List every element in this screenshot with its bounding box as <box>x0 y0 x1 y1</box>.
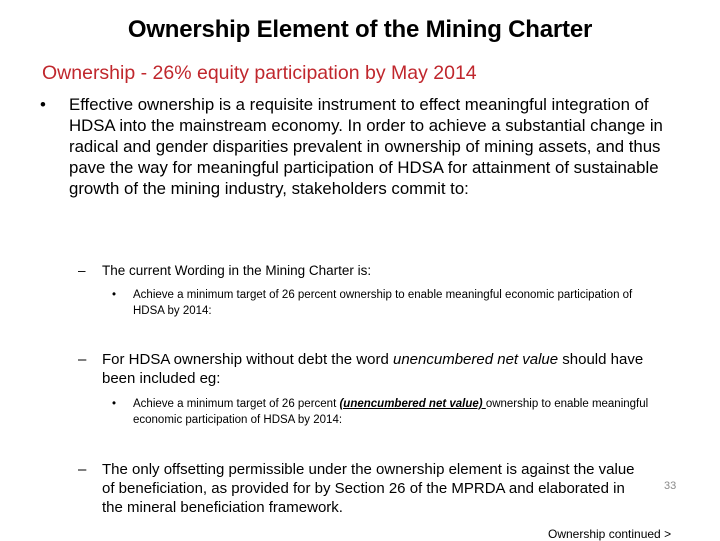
bullet-dot-icon: • <box>112 398 117 410</box>
sub-bullet-text-part2: should have been included eg: <box>102 351 644 387</box>
bullet-dot-icon: • <box>40 95 46 114</box>
dash-icon: – <box>78 461 87 478</box>
sub-sub-bullet-current <box>112 287 652 319</box>
sub-bullet-text: The current Wording in the Mining Charter is: <box>102 263 372 278</box>
sub-bullet-hdsa-ownership <box>78 350 668 388</box>
main-bullet <box>40 94 680 199</box>
sub-bullet-text-emphasis: unencumbered net value <box>392 351 559 368</box>
slide-subtitle: Ownership - 26% equity participation by May 2014 <box>42 62 477 84</box>
sub-bullet-text-part1: For HDSA ownership without debt the word <box>102 351 393 368</box>
sub-bullet-current-wording <box>78 262 668 280</box>
main-bullet-text: Effective ownership is a requisite instrument to effect meaningful integration of HDSA into the mainstream economy. In order to achieve a substantial change in radical and gender disparities prevalent in ownership of mining assets, and thus pave the way for meaningful participation of HDSA for attainment of sustainable growth of the mining industry, stakeholders commit to: <box>69 95 663 198</box>
slide-title: Ownership Element of the Mining Charter <box>127 16 593 43</box>
bullet-dot-icon: • <box>112 289 117 301</box>
sub-bullet-text: The only offsetting permissible under the ownership element is against the value of beneficiation, as provided for by Section 26 of the MPRDA and elaborated in the mineral beneficiation framework. <box>102 461 635 516</box>
dash-icon: – <box>78 351 87 368</box>
dash-icon: – <box>78 263 86 278</box>
sub-sub-text-underlined: (unencumbered net value) <box>339 398 486 410</box>
sub-sub-bullet-text: Achieve a minimum target of 26 percent ownership to enable meaningful economic participation of HDSA by 2014: <box>133 289 633 317</box>
sub-bullet-text <box>78 350 668 388</box>
page-number: 33 <box>664 480 677 492</box>
continue-link[interactable]: Ownership continued > <box>548 527 672 541</box>
sub-sub-text-part1: Achieve a minimum target of 26 percent <box>133 398 340 410</box>
sub-sub-text-part2: ownership to enable meaningful economic participation of HDSA by 2014: <box>133 398 649 426</box>
sub-sub-bullet-proposed <box>112 396 652 428</box>
sub-bullet-offsetting <box>78 460 638 517</box>
sub-sub-bullet-text <box>112 396 652 428</box>
